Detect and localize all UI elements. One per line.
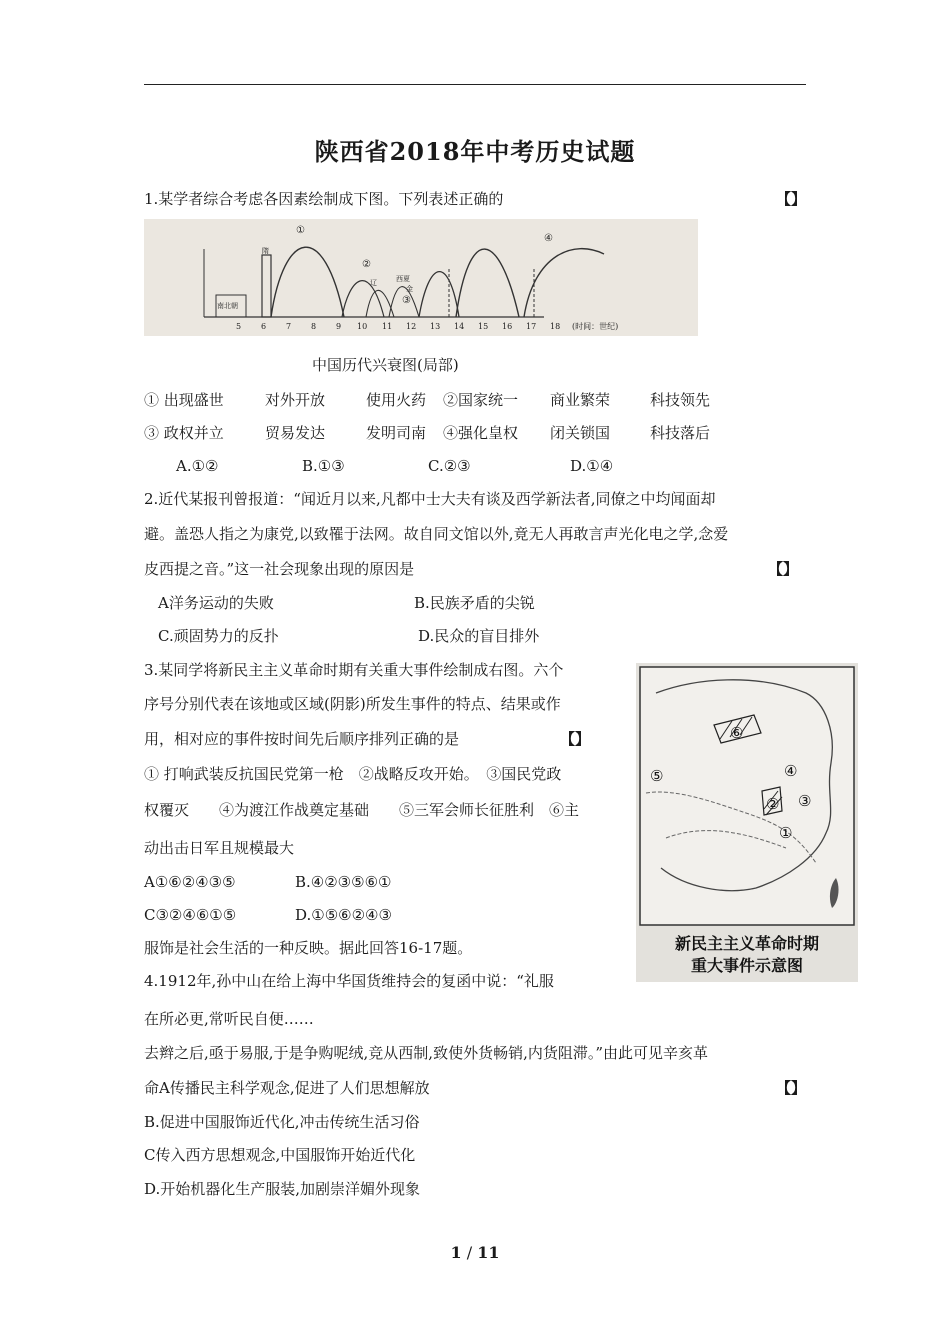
chart-tick: 14 (454, 322, 465, 331)
chart-tick: 13 (430, 322, 441, 331)
q1-item: 科技领先 (650, 391, 711, 409)
chart-tick: 12 (406, 322, 417, 331)
map-marker-2: ② (766, 795, 780, 813)
chart-tick: 8 (311, 322, 317, 331)
q1-item: 科技落后 (650, 424, 711, 442)
chart-segment-sui (262, 255, 271, 317)
q3-option-c: C③②④⑥①⑤ (144, 906, 237, 924)
page-current: 1 (450, 1243, 462, 1262)
map-caption-line-1: 新民主主义革命时期 (674, 934, 820, 953)
q1-item: 对外开放 (265, 391, 326, 409)
chart-tick: 6 (261, 322, 267, 331)
chart-tick: 16 (502, 322, 513, 331)
map-marker-6: ⑥ (730, 724, 744, 742)
revolution-map (636, 663, 858, 982)
map-caption-line-2: 重大事件示意图 (690, 956, 804, 975)
q4-option-d: D.开始机器化生产服装,加剧崇洋媚外现象 (144, 1180, 421, 1198)
q2-line-2: 避。盖恐人指之为康党,以致罹于法网。故自同文馆以外,竟无人再敢言声光化电之学,念爱 (144, 525, 729, 543)
q3-option-d: D.①⑤⑥②④③ (295, 906, 392, 924)
chart-tick: 9 (336, 322, 342, 331)
chart-curve-ming (456, 249, 519, 317)
q1-item: 商业繁荣 (550, 391, 611, 409)
chart-tick: 17 (526, 322, 537, 331)
q3-line-3: 用，相对应的事件按时间先后顺序排列正确的是 (144, 730, 460, 748)
q1-item: 贸易发达 (265, 424, 326, 442)
chart-label-liao: 辽 (370, 279, 377, 287)
chart-curve-song (342, 281, 384, 317)
chart-tick: 10 (357, 322, 368, 331)
q1-item: ④强化皇权 (443, 424, 519, 442)
chart-marker-2: ② (362, 259, 371, 270)
q1-item: ②国家统一 (443, 391, 519, 409)
q1-item: ③ 政权并立 (144, 424, 224, 442)
q4-option-b: B.促进中国服饰近代化,冲击传统生活习俗 (144, 1113, 420, 1131)
chart-label-jin: 金 (406, 285, 413, 293)
chart-tick: 11 (382, 322, 393, 331)
q1-option-b: B.①③ (302, 457, 345, 475)
q1-item: ① 出现盛世 (144, 391, 224, 409)
q3-line-4: ① 打响武装反抗国民党第一枪 ②战略反攻开始。 ③国民党政 (144, 765, 562, 783)
chart-marker-3: ③ (402, 295, 411, 306)
map-frame (640, 667, 854, 925)
map-marker-4: ④ (784, 762, 798, 780)
chart-tick: 15 (478, 322, 489, 331)
q3-line-1: 3.某同学将新民主主义革命时期有关重大事件绘制成右图。六个 (144, 661, 564, 679)
chart-axis-unit: (时间：世纪) (572, 322, 619, 331)
q2-answer-bracket: 【】 (768, 560, 799, 578)
q1-item: 闭关锁国 (550, 424, 611, 442)
chart-tick: 5 (236, 322, 242, 331)
q3-answer-bracket: 【】 (560, 730, 591, 748)
q4-line-2: 在所必更,常听民自便…… (144, 1010, 314, 1028)
q3-line-2: 序号分别代表在该地或区域(阴影)所发生事件的特点、结果或作 (144, 695, 561, 713)
q3-line-6: 动出击日军且规模最大 (144, 839, 295, 857)
chart-curve-yuan (419, 272, 459, 317)
rise-fall-chart-figure (144, 219, 698, 336)
q4-line-1: 4.1912年,孙中山在给上海中华国货维持会的复函中说：“礼服 (144, 972, 554, 990)
q2-option-c: C.顽固势力的反扑 (158, 627, 279, 645)
page-number (0, 1243, 950, 1262)
q4-line-4: 命A传播民主科学观念,促进了人们思想解放 (144, 1079, 430, 1097)
header-rule (144, 84, 806, 85)
q1-answer-bracket: 【】 (776, 190, 807, 208)
map-marker-1: ① (779, 824, 793, 842)
q4-option-c: C传入西方思想观念,中国服饰开始近代化 (144, 1146, 416, 1164)
page-title: 陕西省2018年中考历史试题 (314, 137, 636, 166)
page-total: 11 (477, 1243, 500, 1262)
chart-tick: 7 (286, 322, 292, 331)
q1-option-c: C.②③ (428, 457, 471, 475)
q4-answer-bracket: 【】 (776, 1079, 807, 1097)
revolution-map-figure (636, 663, 858, 982)
chart-tick: 18 (550, 322, 561, 331)
q2-line-3: 皮西提之音。”这一社会现象出现的原因是 (144, 560, 415, 578)
q1-option-a: A.①② (176, 457, 219, 475)
q3-option-a: A①⑥②④③⑤ (144, 873, 236, 891)
chart-label-sui: 隋 (262, 247, 269, 255)
page-separator: / (466, 1243, 473, 1262)
q1-figure-caption: 中国历代兴衰图(局部) (312, 356, 459, 374)
q3-line-5: 权覆灭 ④为渡江作战奠定基础 ⑤三军会师长征胜利 ⑥主 (144, 801, 580, 819)
chart-marker-4: ④ (544, 233, 553, 244)
chart-label-xixia: 西夏 (396, 275, 410, 283)
chart-curve-qing (524, 249, 604, 317)
q1-option-d: D.①④ (570, 457, 614, 475)
q2-option-d: D.民众的盲目排外 (418, 627, 540, 645)
chart-marker-1: ① (296, 225, 305, 236)
chart-curve-tang (271, 247, 344, 317)
q4-line-3: 去辫之后,亟于易服,于是争购呢绒,竞从西制,致使外货畅销,内货阻滞。”由此可见辛亥革 (144, 1044, 709, 1062)
q1-stem: 1.某学者综合考虑各因素绘制成下图。下列表述正确的 (144, 190, 504, 208)
q2-line-1: 2.近代某报刊曾报道：“闻近月以来,凡都中士大夫有谈及西学新法者,同僚之中均闻面却 (144, 490, 716, 508)
map-marker-5: ⑤ (650, 767, 664, 785)
section-intro: 服饰是社会生活的一种反映。据此回答16-17题。 (144, 939, 473, 957)
rise-fall-chart (144, 219, 698, 336)
chart-label-nanbeichao: 南北朝 (217, 302, 238, 310)
map-marker-3: ③ (798, 792, 812, 810)
q2-option-a: A洋务运动的失败 (158, 594, 274, 612)
q1-item: 发明司南 (366, 424, 427, 442)
q2-option-b: B.民族矛盾的尖锐 (414, 594, 535, 612)
q1-item: 使用火药 (366, 391, 427, 409)
q3-option-b: B.④②③⑤⑥① (295, 873, 392, 891)
